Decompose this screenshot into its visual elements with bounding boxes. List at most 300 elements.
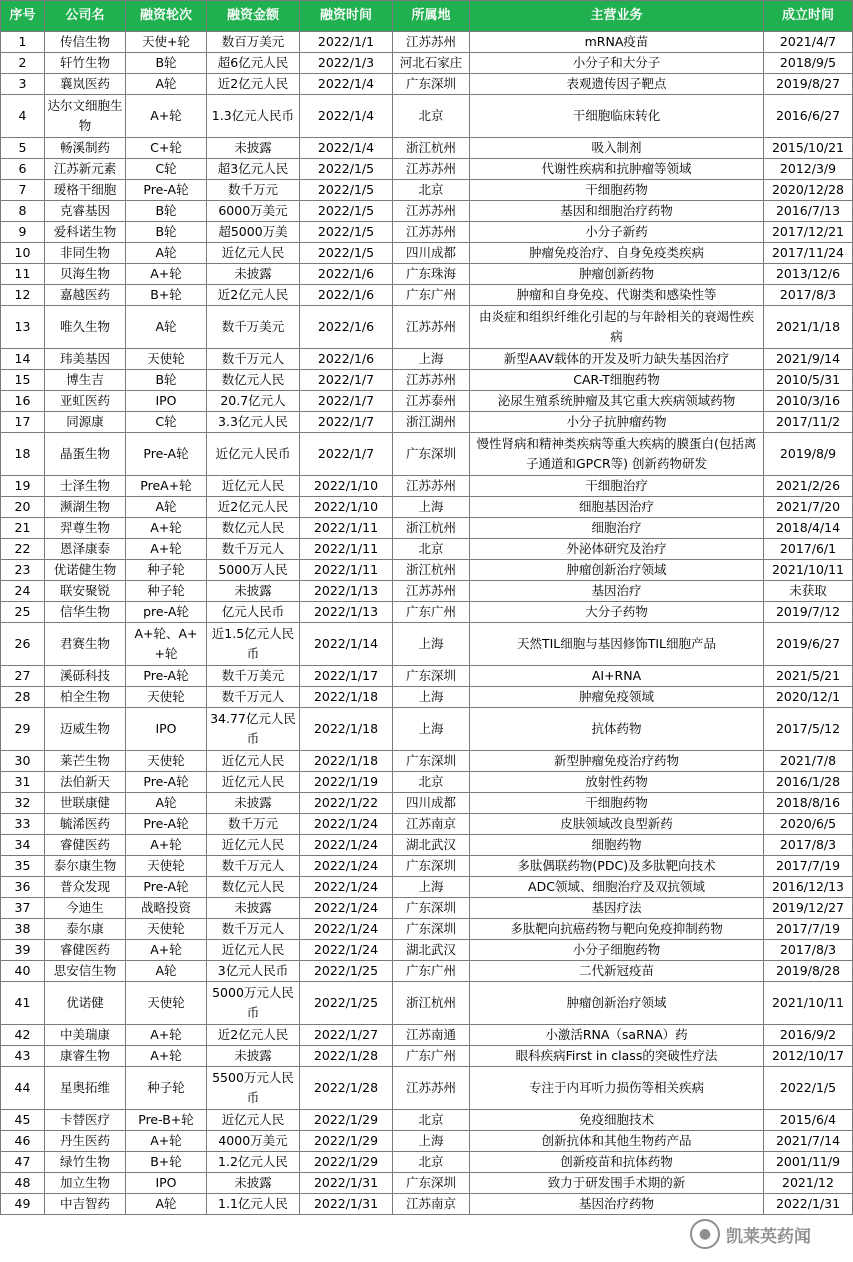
cell-date: 2022/1/13 <box>300 602 393 623</box>
cell-round: 天使轮 <box>126 982 207 1025</box>
cell-company: 联安聚锐 <box>45 581 126 602</box>
cell-business: 基因治疗 <box>470 581 764 602</box>
cell-location: 广东广州 <box>393 961 470 982</box>
cell-round: Pre-A轮 <box>126 877 207 898</box>
cell-business: 多肽偶联药物(PDC)及多肽靶向技术 <box>470 856 764 877</box>
table-row[interactable] <box>1 1046 853 1067</box>
cell-company: 恩泽康泰 <box>45 539 126 560</box>
table-row[interactable] <box>1 306 853 349</box>
cell-company: 博生吉 <box>45 370 126 391</box>
watermark <box>690 1210 850 1258</box>
cell-company: 绿竹生物 <box>45 1152 126 1173</box>
cell-business: 抗体药物 <box>470 708 764 751</box>
cell-company: 康睿生物 <box>45 1046 126 1067</box>
cell-date: 2022/1/24 <box>300 919 393 940</box>
header-index[interactable]: 序号 <box>1 1 45 32</box>
cell-company: 唯久生物 <box>45 306 126 349</box>
cell-location: 广东深圳 <box>393 433 470 476</box>
cell-index: 7 <box>1 180 45 201</box>
cell-business: 小激活RNA（saRNA）药 <box>470 1025 764 1046</box>
cell-date: 2022/1/10 <box>300 497 393 518</box>
cell-amount: 数千万元 <box>207 814 300 835</box>
cell-founded: 2018/9/5 <box>764 53 853 74</box>
cell-index: 29 <box>1 708 45 751</box>
cell-company: 非同生物 <box>45 243 126 264</box>
table-row[interactable] <box>1 560 853 581</box>
cell-date: 2022/1/31 <box>300 1194 393 1215</box>
cell-location: 广东深圳 <box>393 74 470 95</box>
cell-business: 肿瘤和自身免疫、代谢类和感染性等 <box>470 285 764 306</box>
cell-amount: 3.3亿元人民 <box>207 412 300 433</box>
table-row[interactable] <box>1 180 853 201</box>
table-row[interactable] <box>1 285 853 306</box>
table-row[interactable] <box>1 53 853 74</box>
cell-date: 2022/1/31 <box>300 1173 393 1194</box>
cell-index: 10 <box>1 243 45 264</box>
cell-index: 32 <box>1 793 45 814</box>
table-row[interactable] <box>1 222 853 243</box>
cell-founded: 2021/5/21 <box>764 666 853 687</box>
cell-amount: 近亿元人民 <box>207 1110 300 1131</box>
cell-founded: 2019/7/12 <box>764 602 853 623</box>
cell-amount: 未披露 <box>207 138 300 159</box>
cell-location: 北京 <box>393 539 470 560</box>
cell-index: 14 <box>1 349 45 370</box>
cell-location: 江苏泰州 <box>393 391 470 412</box>
cell-location: 江苏苏州 <box>393 222 470 243</box>
cell-company: 卡替医疗 <box>45 1110 126 1131</box>
cell-founded: 2017/12/21 <box>764 222 853 243</box>
cell-date: 2022/1/25 <box>300 961 393 982</box>
cell-founded: 2010/3/16 <box>764 391 853 412</box>
cell-date: 2022/1/24 <box>300 898 393 919</box>
cell-company: 加立生物 <box>45 1173 126 1194</box>
cell-amount: 5000万人民 <box>207 560 300 581</box>
cell-round: 天使轮 <box>126 751 207 772</box>
cell-amount: 4000万美元 <box>207 1131 300 1152</box>
table-row[interactable] <box>1 1131 853 1152</box>
cell-founded: 2019/6/27 <box>764 623 853 666</box>
cell-index: 23 <box>1 560 45 581</box>
header-business[interactable]: 主营业务 <box>470 1 764 32</box>
cell-date: 2022/1/13 <box>300 581 393 602</box>
cell-founded: 2010/5/31 <box>764 370 853 391</box>
cell-index: 16 <box>1 391 45 412</box>
cell-founded: 2015/10/21 <box>764 138 853 159</box>
cell-date: 2022/1/3 <box>300 53 393 74</box>
cell-business: 干细胞临床转化 <box>470 95 764 138</box>
cell-location: 上海 <box>393 687 470 708</box>
cell-round: A+轮 <box>126 264 207 285</box>
cell-round: Pre-A轮 <box>126 666 207 687</box>
table-row[interactable] <box>1 666 853 687</box>
cell-founded: 2019/8/27 <box>764 74 853 95</box>
cell-index: 44 <box>1 1067 45 1110</box>
cell-location: 广东深圳 <box>393 1173 470 1194</box>
cell-round: Pre-A轮 <box>126 180 207 201</box>
cell-founded: 2022/1/5 <box>764 1067 853 1110</box>
cell-amount: 近1.5亿元人民币 <box>207 623 300 666</box>
cell-business: 干细胞药物 <box>470 180 764 201</box>
cell-founded: 2021/10/11 <box>764 560 853 581</box>
cell-date: 2022/1/24 <box>300 814 393 835</box>
cell-company: 克睿基因 <box>45 201 126 222</box>
cell-founded: 2013/12/6 <box>764 264 853 285</box>
cell-round: B轮 <box>126 53 207 74</box>
cell-amount: 数千万美元 <box>207 306 300 349</box>
cell-founded: 2019/8/9 <box>764 433 853 476</box>
cell-index: 3 <box>1 74 45 95</box>
cell-round: 天使轮 <box>126 687 207 708</box>
cell-location: 河北石家庄 <box>393 53 470 74</box>
cell-founded: 2016/12/13 <box>764 877 853 898</box>
cell-date: 2022/1/24 <box>300 877 393 898</box>
table-row[interactable] <box>1 940 853 961</box>
cell-amount: 超5000万美 <box>207 222 300 243</box>
cell-location: 江苏苏州 <box>393 201 470 222</box>
cell-amount: 未披露 <box>207 264 300 285</box>
cell-round: A轮 <box>126 306 207 349</box>
cell-business: 基因疗法 <box>470 898 764 919</box>
table-row[interactable] <box>1 772 853 793</box>
cell-location: 湖北武汉 <box>393 835 470 856</box>
cell-index: 49 <box>1 1194 45 1215</box>
table-row[interactable] <box>1 32 853 53</box>
cell-round: IPO <box>126 1173 207 1194</box>
header-date[interactable]: 融资时间 <box>300 1 393 32</box>
cell-founded: 2017/11/24 <box>764 243 853 264</box>
cell-founded: 2015/6/4 <box>764 1110 853 1131</box>
cell-business: 基因和细胞治疗药物 <box>470 201 764 222</box>
cell-round: A轮 <box>126 961 207 982</box>
cell-amount: 未披露 <box>207 898 300 919</box>
table-row[interactable] <box>1 201 853 222</box>
cell-index: 36 <box>1 877 45 898</box>
cell-amount: 1.1亿元人民 <box>207 1194 300 1215</box>
cell-business: 细胞治疗 <box>470 518 764 539</box>
cell-round: PreA+轮 <box>126 476 207 497</box>
table-row[interactable] <box>1 856 853 877</box>
cell-location: 江苏苏州 <box>393 476 470 497</box>
cell-company: 溪砾科技 <box>45 666 126 687</box>
header-location[interactable]: 所属地 <box>393 1 470 32</box>
cell-amount: 近亿元人民 <box>207 751 300 772</box>
cell-index: 25 <box>1 602 45 623</box>
cell-round: B+轮 <box>126 1152 207 1173</box>
cell-founded: 2018/8/16 <box>764 793 853 814</box>
table-row[interactable] <box>1 1067 853 1110</box>
header-round[interactable]: 融资轮次 <box>126 1 207 32</box>
cell-company: 迈威生物 <box>45 708 126 751</box>
table-row[interactable] <box>1 1025 853 1046</box>
cell-index: 33 <box>1 814 45 835</box>
table-row[interactable] <box>1 877 853 898</box>
cell-founded: 2017/7/19 <box>764 856 853 877</box>
cell-business: 细胞基因治疗 <box>470 497 764 518</box>
cell-amount: 3亿元人民币 <box>207 961 300 982</box>
cell-founded: 2021/7/8 <box>764 751 853 772</box>
cell-index: 1 <box>1 32 45 53</box>
cell-amount: 数千万元 <box>207 180 300 201</box>
cell-round: A+轮 <box>126 1046 207 1067</box>
cell-business: mRNA疫苗 <box>470 32 764 53</box>
cell-date: 2022/1/22 <box>300 793 393 814</box>
cell-business: 免疫细胞技术 <box>470 1110 764 1131</box>
cell-location: 浙江杭州 <box>393 982 470 1025</box>
cell-round: B轮 <box>126 370 207 391</box>
cell-date: 2022/1/28 <box>300 1046 393 1067</box>
cell-index: 35 <box>1 856 45 877</box>
cell-index: 12 <box>1 285 45 306</box>
cell-business: 专注于内耳听力损伤等相关疾病 <box>470 1067 764 1110</box>
cell-date: 2022/1/29 <box>300 1110 393 1131</box>
cell-index: 39 <box>1 940 45 961</box>
cell-round: Pre-A轮 <box>126 772 207 793</box>
table-row[interactable] <box>1 708 853 751</box>
cell-founded: 2020/12/1 <box>764 687 853 708</box>
cell-founded: 2021/7/14 <box>764 1131 853 1152</box>
cell-round: B+轮 <box>126 285 207 306</box>
table-row[interactable] <box>1 835 853 856</box>
cell-date: 2022/1/5 <box>300 201 393 222</box>
wechat-icon: ● <box>690 1219 720 1249</box>
cell-location: 广东深圳 <box>393 666 470 687</box>
table-row[interactable] <box>1 497 853 518</box>
cell-index: 41 <box>1 982 45 1025</box>
cell-location: 上海 <box>393 497 470 518</box>
cell-business: 由炎症和组织纤维化引起的与年龄相关的衰竭性疾病 <box>470 306 764 349</box>
table-row[interactable] <box>1 961 853 982</box>
cell-date: 2022/1/25 <box>300 982 393 1025</box>
cell-amount: 近亿元人民 <box>207 835 300 856</box>
cell-index: 18 <box>1 433 45 476</box>
cell-location: 上海 <box>393 623 470 666</box>
cell-company: 世联康健 <box>45 793 126 814</box>
cell-date: 2022/1/24 <box>300 835 393 856</box>
cell-business: 肿瘤创新治疗领域 <box>470 982 764 1025</box>
cell-index: 40 <box>1 961 45 982</box>
cell-business: 放射性药物 <box>470 772 764 793</box>
cell-location: 广东广州 <box>393 602 470 623</box>
cell-amount: 数亿元人民 <box>207 518 300 539</box>
cell-founded: 2017/11/2 <box>764 412 853 433</box>
cell-business: 小分子和大分子 <box>470 53 764 74</box>
cell-round: A+轮 <box>126 95 207 138</box>
table-row[interactable] <box>1 919 853 940</box>
cell-location: 江苏苏州 <box>393 32 470 53</box>
cell-amount: 1.3亿元人民币 <box>207 95 300 138</box>
cell-founded: 2012/3/9 <box>764 159 853 180</box>
cell-business: 二代新冠疫苗 <box>470 961 764 982</box>
table-row[interactable] <box>1 95 853 138</box>
table-row[interactable] <box>1 1173 853 1194</box>
table-row[interactable] <box>1 264 853 285</box>
cell-round: 种子轮 <box>126 560 207 581</box>
cell-company: 法伯新天 <box>45 772 126 793</box>
cell-round: A+轮 <box>126 940 207 961</box>
cell-founded: 2001/11/9 <box>764 1152 853 1173</box>
cell-business: 干细胞治疗 <box>470 476 764 497</box>
table-row[interactable] <box>1 476 853 497</box>
cell-amount: 数千万元人 <box>207 919 300 940</box>
cell-date: 2022/1/4 <box>300 138 393 159</box>
cell-date: 2022/1/18 <box>300 687 393 708</box>
cell-business: 肿瘤创新治疗领域 <box>470 560 764 581</box>
cell-location: 广东深圳 <box>393 898 470 919</box>
cell-index: 6 <box>1 159 45 180</box>
table-row[interactable] <box>1 751 853 772</box>
table-row[interactable] <box>1 370 853 391</box>
table-row[interactable] <box>1 1152 853 1173</box>
table-row[interactable] <box>1 433 853 476</box>
cell-location: 四川成都 <box>393 243 470 264</box>
cell-business: 基因治疗药物 <box>470 1194 764 1215</box>
cell-founded: 2012/10/17 <box>764 1046 853 1067</box>
table-row[interactable] <box>1 982 853 1025</box>
cell-business: 创新疫苗和抗体药物 <box>470 1152 764 1173</box>
cell-business: 大分子药物 <box>470 602 764 623</box>
cell-company: 柏全生物 <box>45 687 126 708</box>
table-row[interactable] <box>1 391 853 412</box>
cell-amount: 未披露 <box>207 1173 300 1194</box>
table-row[interactable] <box>1 518 853 539</box>
table-row[interactable] <box>1 539 853 560</box>
cell-date: 2022/1/6 <box>300 349 393 370</box>
cell-location: 上海 <box>393 1131 470 1152</box>
cell-index: 5 <box>1 138 45 159</box>
cell-founded: 2017/8/3 <box>764 940 853 961</box>
cell-amount: 未披露 <box>207 1046 300 1067</box>
cell-location: 浙江杭州 <box>393 560 470 581</box>
table-row[interactable] <box>1 687 853 708</box>
cell-business: 细胞药物 <box>470 835 764 856</box>
cell-founded: 2017/8/3 <box>764 835 853 856</box>
cell-location: 四川成都 <box>393 793 470 814</box>
cell-company: 畅溪制药 <box>45 138 126 159</box>
cell-amount: 近亿元人民 <box>207 476 300 497</box>
cell-company: 星奥拓维 <box>45 1067 126 1110</box>
table-row[interactable] <box>1 898 853 919</box>
cell-location: 江苏苏州 <box>393 159 470 180</box>
cell-company: 士泽生物 <box>45 476 126 497</box>
cell-date: 2022/1/6 <box>300 264 393 285</box>
cell-amount: 数千万元人 <box>207 349 300 370</box>
table-row[interactable] <box>1 581 853 602</box>
cell-amount: 近亿元人民 <box>207 772 300 793</box>
cell-business: 表观遗传因子靶点 <box>470 74 764 95</box>
cell-amount: 数千万美元 <box>207 666 300 687</box>
table-row[interactable] <box>1 602 853 623</box>
cell-index: 43 <box>1 1046 45 1067</box>
cell-company: 传信生物 <box>45 32 126 53</box>
cell-location: 北京 <box>393 772 470 793</box>
cell-date: 2022/1/28 <box>300 1067 393 1110</box>
cell-index: 20 <box>1 497 45 518</box>
cell-founded: 2021/4/7 <box>764 32 853 53</box>
cell-business: 代谢性疾病和抗肿瘤等领域 <box>470 159 764 180</box>
cell-round: A+轮、A++轮 <box>126 623 207 666</box>
cell-business: 慢性肾病和精神类疾病等重大疾病的膜蛋白(包括离子通道和GPCR等) 创新药物研发 <box>470 433 764 476</box>
cell-round: 天使轮 <box>126 856 207 877</box>
cell-founded: 2021/1/18 <box>764 306 853 349</box>
table-row[interactable] <box>1 74 853 95</box>
header-company[interactable]: 公司名 <box>45 1 126 32</box>
table-row[interactable] <box>1 243 853 264</box>
cell-date: 2022/1/11 <box>300 539 393 560</box>
cell-round: 种子轮 <box>126 581 207 602</box>
cell-location: 北京 <box>393 95 470 138</box>
cell-company: 玮美基因 <box>45 349 126 370</box>
cell-location: 浙江杭州 <box>393 518 470 539</box>
cell-business: 肿瘤创新药物 <box>470 264 764 285</box>
cell-index: 15 <box>1 370 45 391</box>
cell-founded: 2019/12/27 <box>764 898 853 919</box>
table-row[interactable] <box>1 349 853 370</box>
header-amount[interactable]: 融资金额 <box>207 1 300 32</box>
cell-round: IPO <box>126 708 207 751</box>
cell-date: 2022/1/7 <box>300 412 393 433</box>
cell-index: 2 <box>1 53 45 74</box>
cell-company: 亚虹医药 <box>45 391 126 412</box>
cell-business: 小分子抗肿瘤药物 <box>470 412 764 433</box>
table-row[interactable] <box>1 793 853 814</box>
table-row[interactable] <box>1 412 853 433</box>
cell-index: 9 <box>1 222 45 243</box>
cell-business: ADC领域、细胞治疗及双抗领域 <box>470 877 764 898</box>
cell-company: 濒湖生物 <box>45 497 126 518</box>
cell-round: Pre-B+轮 <box>126 1110 207 1131</box>
cell-company: 瑷格干细胞 <box>45 180 126 201</box>
table-row[interactable] <box>1 1110 853 1131</box>
cell-founded: 2021/9/14 <box>764 349 853 370</box>
cell-round: IPO <box>126 391 207 412</box>
table-row[interactable] <box>1 159 853 180</box>
cell-index: 47 <box>1 1152 45 1173</box>
cell-index: 19 <box>1 476 45 497</box>
cell-date: 2022/1/27 <box>300 1025 393 1046</box>
cell-company: 中吉智药 <box>45 1194 126 1215</box>
cell-company: 中美瑞康 <box>45 1025 126 1046</box>
table-row[interactable] <box>1 814 853 835</box>
cell-round: A+轮 <box>126 1025 207 1046</box>
cell-founded: 2017/6/1 <box>764 539 853 560</box>
cell-location: 上海 <box>393 877 470 898</box>
cell-round: B轮 <box>126 201 207 222</box>
cell-location: 江苏南通 <box>393 1025 470 1046</box>
cell-amount: 数亿元人民 <box>207 877 300 898</box>
table-row[interactable] <box>1 623 853 666</box>
cell-date: 2022/1/10 <box>300 476 393 497</box>
cell-amount: 1.2亿元人民 <box>207 1152 300 1173</box>
cell-location: 上海 <box>393 708 470 751</box>
cell-business: 眼科疾病First in class的突破性疗法 <box>470 1046 764 1067</box>
cell-round: A轮 <box>126 1194 207 1215</box>
cell-business: 皮肤领域改良型新药 <box>470 814 764 835</box>
cell-founded: 2019/8/28 <box>764 961 853 982</box>
cell-business: 干细胞药物 <box>470 793 764 814</box>
header-founded[interactable]: 成立时间 <box>764 1 853 32</box>
cell-business: 天然TIL细胞与基因修饰TIL细胞产品 <box>470 623 764 666</box>
table-row[interactable] <box>1 138 853 159</box>
cell-date: 2022/1/24 <box>300 856 393 877</box>
table-row[interactable] <box>1 1194 853 1215</box>
cell-round: C轮 <box>126 159 207 180</box>
cell-company: 毓浠医药 <box>45 814 126 835</box>
cell-location: 广东深圳 <box>393 751 470 772</box>
cell-location: 浙江杭州 <box>393 138 470 159</box>
cell-date: 2022/1/29 <box>300 1131 393 1152</box>
cell-round: 天使轮 <box>126 919 207 940</box>
